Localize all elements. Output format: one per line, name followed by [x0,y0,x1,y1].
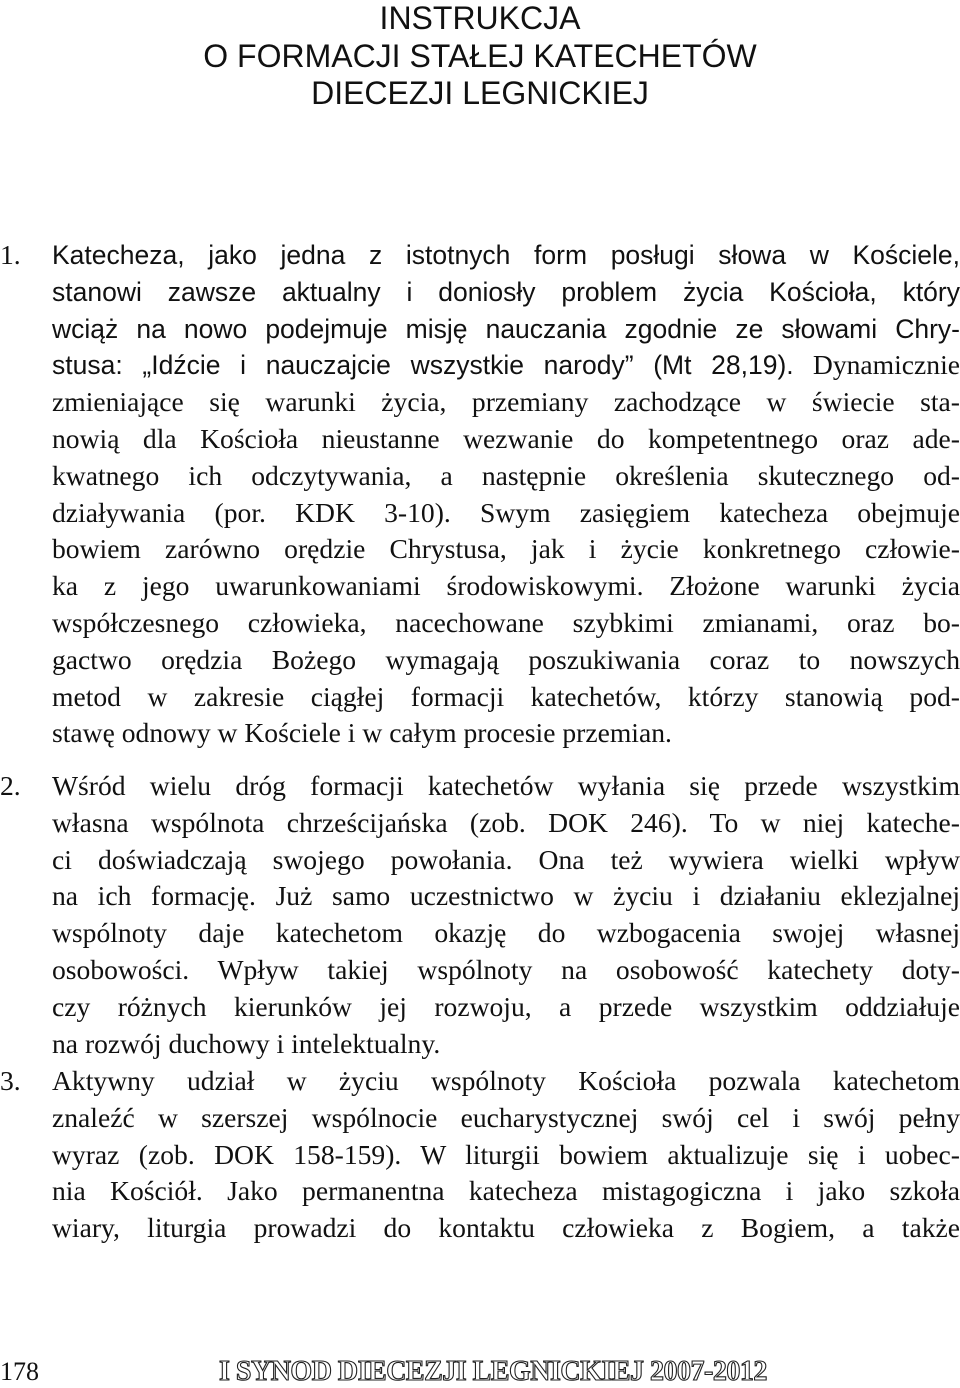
paragraph-text [52,1063,960,1247]
paragraph-3 [0,1063,960,1247]
text-line: wciąż na nowo podejmuje misję nauczania zgodnie ze słowami Chry- [52,313,960,344]
text-line: Wśród wielu dróg formacji katechetów wyłania się przede wszystkim [52,770,960,801]
paragraph-text [52,237,960,752]
text-line: Aktywny udział w życiu wspólnoty Kościoła pozwala katechetom [52,1065,960,1096]
document-body [0,237,960,1247]
text-line: na ich formację. Już samo uczestnictwo w życiu i działaniu eklezjalnej [52,880,960,912]
text-line: osobowości. Wpływ takiej wspólnoty na osobowość katechety doty- [52,953,960,985]
text-line: znaleźć w szerszej wspólnocie eucharystycznej swój cel i swój pełny [52,1101,960,1133]
text-segment: Dynamicznie [812,349,960,381]
text-line: wiary, liturgia prowadzi do kontaktu człowieka z Bogiem, a także [52,1212,960,1244]
text-line: zmieniające się warunki życia, przemiany zachodzące w świecie sta- [52,386,960,418]
paragraph-2 [0,768,960,1063]
text-line: ci doświadczają swojego powołania. Ona też wywiera wielki wpływ [52,843,960,875]
text-line: gactwo orędzia Bożego wymagają poszukiwania coraz to nowszych [52,643,960,675]
page-number: 178 [0,1357,39,1386]
paragraph-number: 3. [0,1065,21,1096]
text-line [52,347,960,384]
title-line-1: INSTRUKCJA [379,0,581,36]
text-line: Katecheza, jako jedna z istotnych form posługi słowa w Kościele, [52,240,960,270]
text-line: stawę odnowy w Kościele i w całym procesie przemian. [52,717,672,749]
paragraph-text [52,768,960,1062]
title-line-2: O FORMACJI STAŁEJ KATECHETÓW [203,37,757,74]
text-line: działywania (por. KDK 3-10). Swym zasięgiem katecheza obejmuje [52,496,960,528]
text-line: ka z jego uwarunkowaniami środowiskowymi. Złożone warunki życia [52,570,960,602]
text-line: własna wspólnota chrześcijańska (zob. DOK 246). To w niej kateche- [52,806,960,838]
text-line: wyraz (zob. DOK 158-159). W liturgii bowiem aktualizuje się i uobec- [52,1138,960,1170]
text-line: współczesnego człowieka, nacechowane szybkimi zmianami, oraz bo- [52,606,960,638]
text-line: nia Kościół. Jako permanentna katecheza mistagogiczna i jako szkoła [52,1175,960,1207]
text-line: wspólnoty daje katechetom okazję do wzbogacenia swojej własnej [52,917,960,949]
running-title: I SYNOD DIECEZJI LEGNICKIEJ 2007-2012 [219,1356,767,1387]
text-line: nowią dla Kościoła nieustanne wezwanie do kompetentnego oraz ade- [52,422,960,454]
document-title [100,0,860,113]
text-line: stanowi zawsze aktualny i doniosły problem życia Kościoła, który [52,276,960,307]
text-line: kwatnego ich odczytywania, a następnie określenia skutecznego od- [52,459,960,491]
text-line: na rozwój duchowy i intelektualny. [52,1027,441,1059]
paragraph-number: 1. [0,239,21,270]
page-footer [0,1356,960,1388]
paragraph-number: 2. [0,770,21,801]
text-segment: stusa: „Idźcie i nauczajcie wszystkie narody” (Mt 28,19). [52,350,794,381]
paragraph-1 [0,237,960,768]
title-line-3: DIECEZJI LEGNICKIEJ [311,75,649,111]
text-line: metod w zakresie ciągłej formacji katechetów, którzy stanowią pod- [52,680,960,712]
text-line: bowiem zarówno orędzie Chrystusa, jak i życie konkretnego człowie- [52,533,960,565]
text-line: czy różnych kierunków jej rozwoju, a przede wszystkim oddziałuje [52,990,960,1022]
